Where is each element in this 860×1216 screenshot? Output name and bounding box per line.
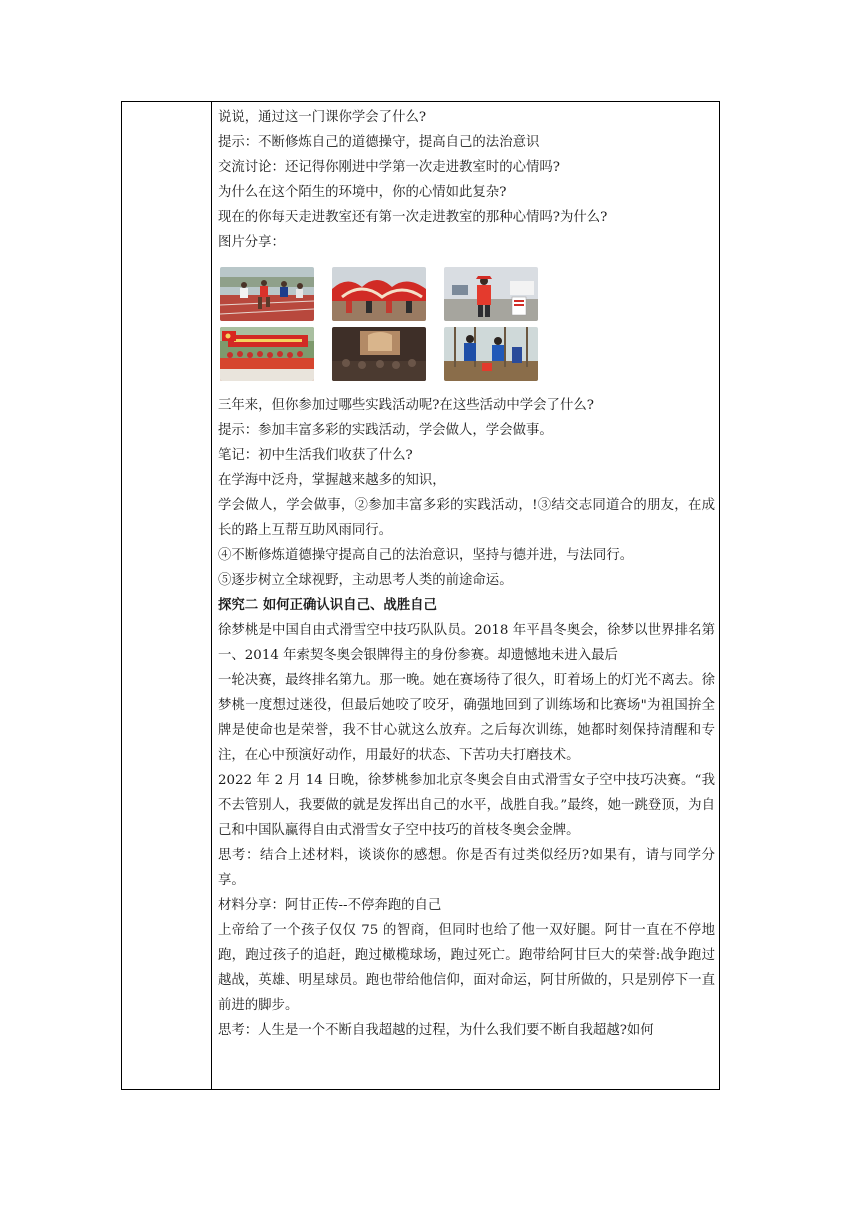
text-line: 为什么在这个陌生的环境中，你的心情如此复杂?: [218, 185, 507, 200]
text-line: 现在的你每天走进教室还有第一次走进教室的那种心情吗?为什么?: [218, 210, 608, 225]
left-cell: [122, 102, 211, 1089]
text-line: ④不断修炼道德操守提高自己的法治意识，坚持与德并进，与法同行。: [218, 548, 634, 563]
sprint-race-photo: [220, 267, 314, 321]
text-line: 交流讨论：还记得你刚进中学第一次走进教室时的心情吗?: [218, 160, 560, 175]
text-line: 说说，通过这一门课你学会了什么?: [218, 110, 427, 125]
xu-paragraph-2: 一轮决赛，最终排名第九。那一晚。她在赛场待了很久，盯着场上的灯光不离去。徐梦桃一度想过迷役，但最后她咬了咬牙，确强地回到了训练场和比赛场"为祖国拚全牌是使命也是荣誉，我不甘心就这么放弃。之后每次训练，她都时刻保持清醒和专注，在心中预演好动作，用最好的状态、下苦功夫打磨技术。: [218, 673, 715, 763]
text-line: ⑤逐步树立全球视野，主动思考人类的前途命运。: [218, 573, 513, 588]
group-banner-photo: [220, 327, 314, 381]
text-line: 在学海中泛舟，掌握越来越多的知识，: [218, 473, 446, 488]
text-line: 材料分享：阿甘正传--不停奔跑的自己: [218, 898, 442, 913]
content-cell: [218, 105, 715, 1043]
section-heading: 探究二 如何正确认识自己、战胜自己: [218, 597, 437, 613]
think-paragraph-1: 思考：结合上述材料，谈谈你的感想。你是否有过类似经历?如果有，请与同学分享。: [218, 848, 715, 888]
text-line: 图片分享：: [218, 235, 285, 250]
note-paragraph: 学会做人，学会做事，②参加丰富多彩的实践活动，!③结交志同道合的朋友，在成长的路上互帮互助风雨同行。: [218, 498, 715, 538]
text-line: 提示：不断修炼自己的道德操守，提高自己的法治意识: [218, 135, 540, 150]
xu-paragraph-3: 2022 年 2 月 14 日晚，徐梦桃参加北京冬奥会自由式滑雪女子空中技巧决赛。“我不去管别人，我要做的就是发挥出自己的水平，战胜自我。”最终，她一跳登顶，为自己和中国队赢得自由式滑雪女子空中技巧的首枝冬奥会金牌。: [218, 773, 715, 838]
think-paragraph-2: 思考：人生是一个不断自我超越的过程，为什么我们要不断自我超越?如何: [218, 1023, 654, 1038]
volunteer-photo: [444, 267, 538, 321]
tree-planting-photo: [444, 327, 538, 381]
photo-gallery: [220, 267, 715, 381]
red-flags-event-photo: [332, 267, 426, 321]
text-line: 提示：参加丰富多彩的实践活动，学会做人，学会做事。: [218, 423, 553, 438]
lesson-table: [121, 101, 720, 1090]
gump-paragraph: 上帝给了一个孩子仅仅 75 的智商，但同时也给了他一双好腿。阿甘一直在不停地跑，跑过孩子的追赶，跑过橄榄球场，跑过死亡。跑带给阿甘巨大的荣誉:战争跑过越战，英雄、明星球员。跑也带给他信仰，面对命运，阿甘所做的，只是别停下一直前进的脚步。: [218, 923, 715, 1013]
column-divider: [211, 102, 212, 1089]
text-line: 笔记：初中生活我们收获了什么?: [218, 448, 413, 463]
museum-visit-photo: [332, 327, 426, 381]
text-line: 三年来，但你参加过哪些实践活动呢?在这些活动中学会了什么?: [218, 398, 594, 413]
xu-paragraph-1: 徐梦桃是中国自由式滑雪空中技巧队队员。2018 年平昌冬奥会，徐梦以世界排名第一、2014 年索契冬奥会银牌得主的身份参赛。却遗憾地未进入最后: [218, 623, 715, 663]
